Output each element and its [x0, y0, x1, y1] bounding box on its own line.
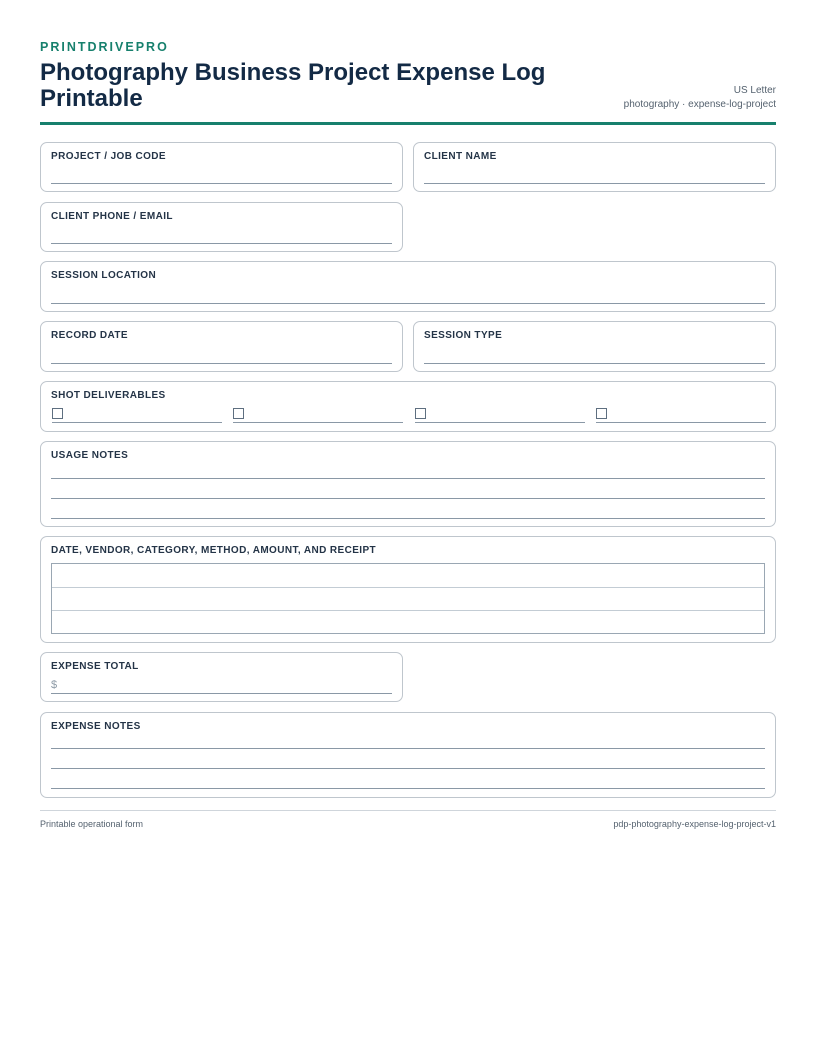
record-date-label: RECORD DATE — [51, 330, 128, 341]
client-name-label: CLIENT NAME — [424, 151, 497, 162]
deliverable-line[interactable] — [52, 422, 222, 423]
brand-name: PRINTDRIVEPRO — [40, 40, 169, 54]
expense-total-label: EXPENSE TOTAL — [51, 661, 139, 672]
checkbox[interactable] — [415, 408, 426, 419]
record-date-input-line[interactable] — [51, 363, 392, 364]
footer-divider — [40, 810, 776, 811]
client-contact-input-line[interactable] — [51, 243, 392, 244]
client-contact-field — [40, 202, 403, 252]
shot-deliverables-label: SHOT DELIVERABLES — [51, 390, 166, 401]
record-date-field — [40, 321, 403, 372]
expense-notes-line-1[interactable] — [51, 748, 765, 749]
usage-notes-field — [40, 441, 776, 527]
page-meta — [624, 84, 776, 111]
paper-size: US Letter — [733, 85, 776, 96]
page-title: Photography Business Project Expense Log Printable — [40, 59, 546, 112]
project-code-label: PROJECT / JOB CODE — [51, 151, 166, 162]
expense-table-label: DATE, VENDOR, CATEGORY, METHOD, AMOUNT, AND RECEIPT — [51, 545, 377, 556]
deliverable-item-4 — [596, 408, 766, 422]
project-code-input-line[interactable] — [51, 183, 392, 184]
deliverable-line[interactable] — [415, 422, 585, 423]
currency-prefix: $ — [51, 679, 58, 691]
expense-table-field — [40, 536, 776, 643]
footer-form-id: pdp-photography-expense-log-project-v1 — [613, 819, 776, 829]
usage-notes-label: USAGE NOTES — [51, 450, 129, 461]
session-type-label: SESSION TYPE — [424, 330, 503, 341]
client-name-field — [413, 142, 776, 192]
deliverable-line[interactable] — [596, 422, 766, 423]
expense-notes-line-2[interactable] — [51, 768, 765, 769]
header-divider — [40, 122, 776, 125]
table-row-divider — [52, 610, 764, 611]
session-type-field — [413, 321, 776, 372]
session-location-input-line[interactable] — [51, 303, 765, 304]
session-location-field — [40, 261, 776, 312]
expense-total-field — [40, 652, 403, 702]
session-location-label: SESSION LOCATION — [51, 270, 157, 281]
footer-left-text: Printable operational form — [40, 819, 144, 829]
shot-deliverables-field — [40, 381, 776, 432]
client-contact-label: CLIENT PHONE / EMAIL — [51, 211, 173, 222]
expense-notes-label: EXPENSE NOTES — [51, 721, 141, 732]
deliverable-item-3 — [415, 408, 585, 422]
checkbox[interactable] — [596, 408, 607, 419]
session-type-input-line[interactable] — [424, 363, 765, 364]
usage-notes-line-1[interactable] — [51, 478, 765, 479]
page-tags: photography · expense-log-project — [623, 98, 776, 110]
deliverable-item-2 — [233, 408, 403, 422]
usage-notes-line-2[interactable] — [51, 498, 765, 499]
expense-total-input-line[interactable] — [51, 693, 392, 694]
expense-notes-field — [40, 712, 776, 798]
client-name-input-line[interactable] — [424, 183, 765, 184]
expense-notes-line-3[interactable] — [51, 788, 765, 789]
deliverable-line[interactable] — [233, 422, 403, 423]
expense-table — [51, 563, 765, 634]
usage-notes-line-3[interactable] — [51, 518, 765, 519]
deliverable-item-1 — [52, 408, 222, 422]
table-row-divider — [52, 587, 764, 588]
checkbox[interactable] — [233, 408, 244, 419]
checkbox[interactable] — [52, 408, 63, 419]
project-code-field — [40, 142, 403, 192]
